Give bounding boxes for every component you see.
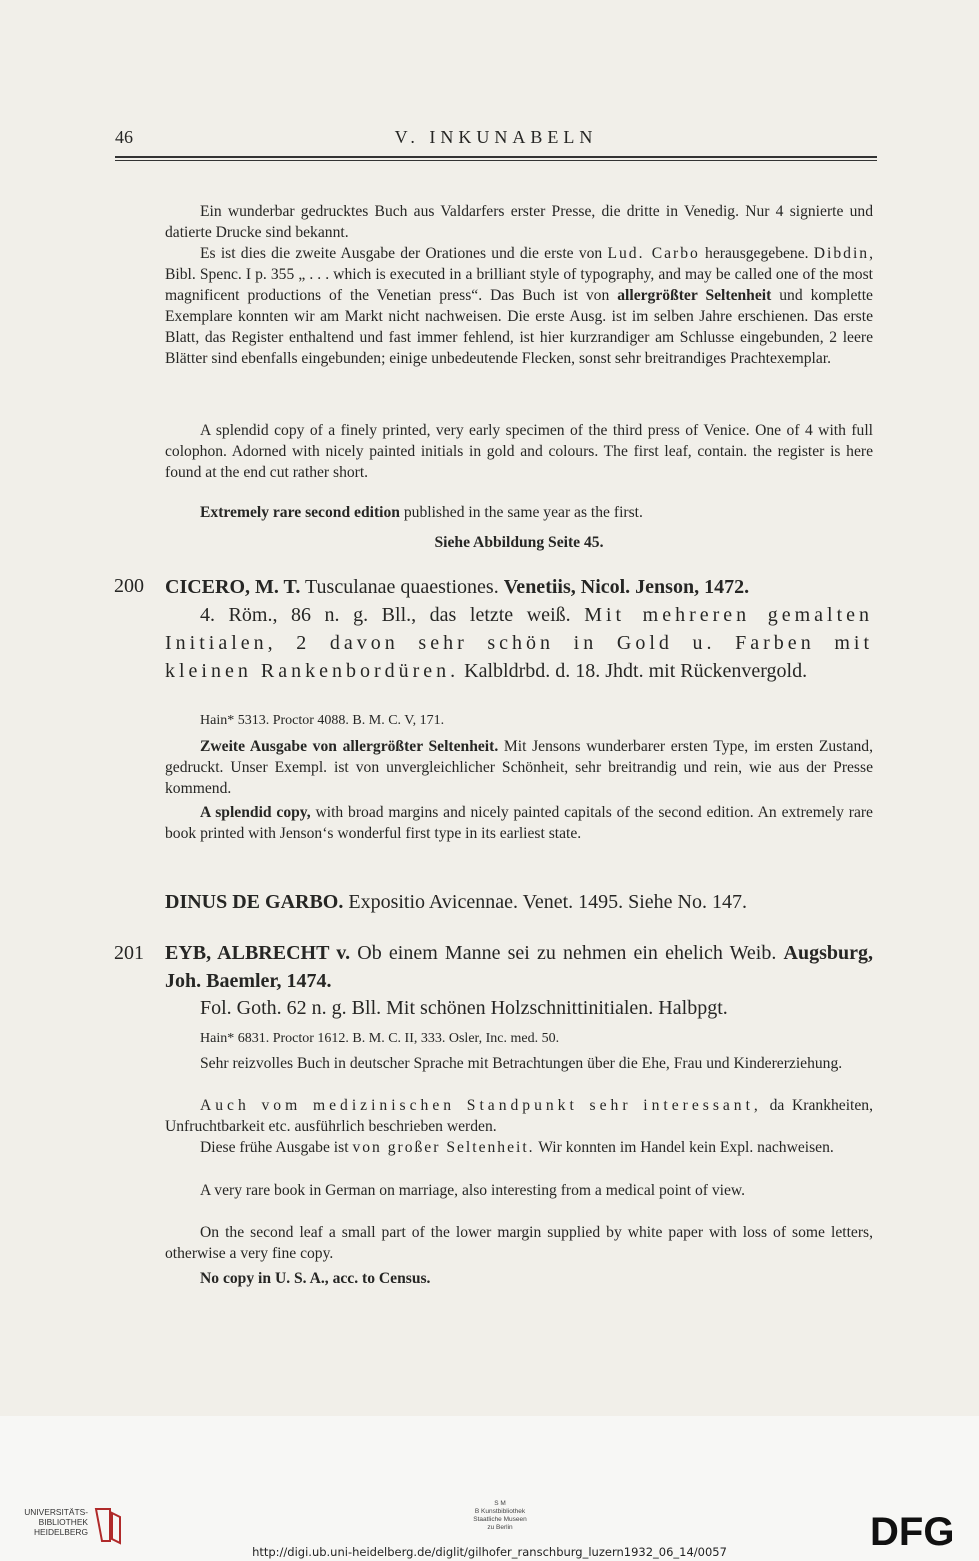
logo-text: Staatliche Museen xyxy=(473,1516,527,1523)
text: Wir konnten im Handel kein Expl. nachweisen. xyxy=(534,1139,834,1156)
text: Mit Jensons wunderbarer ersten Type, im ersten Zustand, gedruckt. Unser Exempl. ist von unvergleichlicher Schönheit, sehr breitrandig und rein, wie aus der Presse kommend. xyxy=(165,738,873,797)
spaced-name: Lud. Carbo xyxy=(607,245,700,262)
spaced-name: Dibdin xyxy=(813,245,870,262)
entry-200-description xyxy=(165,601,873,685)
entry-201-paragraph-3 xyxy=(165,1137,873,1158)
entry-number-200: 200 xyxy=(114,575,144,597)
entry-201-paragraph-5: On the second leaf a small part of the lower margin supplied by white paper with loss of some letters, otherwise a very fine copy. xyxy=(165,1224,873,1262)
entry-title: Tusculanae quaestiones. xyxy=(300,576,504,598)
bold-text: Extremely rare second edition xyxy=(200,504,400,521)
text: 4. Röm., 86 n. g. Bll., das letzte weiß. xyxy=(200,604,585,626)
logo-text: BIBLIOTHEK xyxy=(38,1517,88,1527)
text: herausgegebene. xyxy=(699,245,814,262)
text: with broad margins and nicely painted capitals of the second edition. An extremely rare book printed with Jenson‘s wonderful first type in its earliest state. xyxy=(165,804,873,842)
text: Expositio Avicennae. Venet. 1495. Siehe No. 147. xyxy=(343,891,748,913)
spaced-text: von großer Seltenheit. xyxy=(352,1139,535,1156)
intro-paragraph-1: Ein wunderbar gedrucktes Buch aus Valdarfers erster Presse, die dritte in Venedig. Nur 4 signierte und datierte Drucke sind bekannt. xyxy=(165,203,873,241)
entry-200-english-note xyxy=(165,802,873,844)
heidelberg-library-logo[interactable] xyxy=(14,1507,124,1545)
entry-number-201: 201 xyxy=(114,942,144,964)
entry-201-paragraph-4: A very rare book in German on marriage, also interesting from a medical point of view. xyxy=(200,1182,746,1199)
dinus-cross-reference xyxy=(165,888,873,916)
logo-text: HEIDELBERG xyxy=(34,1527,88,1537)
logo-text: B Kunstbibliothek xyxy=(474,1508,526,1515)
section-title: V. INKUNABELN xyxy=(394,127,598,147)
permalink-url[interactable]: http://digi.ub.uni-heidelberg.de/diglit/gilhofer_ranschburg_luzern1932_06_14/0057 xyxy=(252,1545,727,1559)
see-illustration xyxy=(165,532,873,553)
entry-201-heading xyxy=(165,939,873,995)
header-rule-thin xyxy=(115,160,877,161)
bold-text: allergrößter Seltenheit xyxy=(617,287,772,304)
logo-text: S M xyxy=(494,1500,506,1507)
spaced-text: Mit mehreren gemalten Initialen, 2 davon sehr schön in Gold u. Farben mit kleinen Rankenbordüren. xyxy=(165,604,874,682)
text: published in the same year as the first. xyxy=(399,504,643,521)
entry-author: EYB, ALBRECHT v. xyxy=(165,942,351,964)
text: Diese frühe Ausgabe ist xyxy=(200,1139,353,1156)
entry-200-references: Hain* 5313. Proctor 4088. B. M. C. V, 171. xyxy=(200,713,445,728)
entry-200-german-note xyxy=(165,736,873,799)
text: Kalbldrbd. d. 18. Jhdt. mit Rückenvergold. xyxy=(459,660,808,682)
entry-author: DINUS DE GARBO. xyxy=(165,891,344,913)
intro-paragraph-2 xyxy=(165,243,873,369)
entry-imprint: Venetiis, Nicol. Jenson, 1472. xyxy=(503,576,750,598)
entry-201-paragraph-2 xyxy=(165,1095,873,1137)
heidelberg-emblem-icon xyxy=(92,1507,124,1545)
entry-imprint: Augsburg, Joh. Baemler, 1474. xyxy=(165,942,873,992)
entry-201-paragraph-1: Sehr reizvolles Buch in deutscher Sprache mit Betrachtungen über die Ehe, Frau und Kindererziehung. xyxy=(200,1055,843,1072)
smb-kunstbibliothek-logo[interactable] xyxy=(440,1500,560,1532)
viewer-footer xyxy=(0,1416,979,1561)
dfg-logo[interactable]: DFG xyxy=(870,1510,955,1554)
logo-text: UNIVERSITÄTS- xyxy=(24,1507,88,1517)
intro-paragraph-4 xyxy=(165,502,873,523)
intro-paragraph-3: A splendid copy of a finely printed, very early specimen of the third press of Venice. One of 4 with full colophon. Adorned with nicely painted initials in gold and colours. The first leaf, contain. the register is here found at the end cut rather short. xyxy=(165,422,873,481)
text: Es ist dies die zweite Ausgabe der Orationes und die erste von xyxy=(200,245,608,262)
text: , Bibl. Spenc. I p. 355 „ . . . which is executed in a brilliant style of typography, and may be called one of the most magnificent productions of the Venetian press“. Das Buch ist von xyxy=(165,245,873,304)
page-number: 46 xyxy=(115,127,133,147)
running-header xyxy=(115,127,877,149)
bold-text: No copy in U. S. A., acc. to Census. xyxy=(200,1270,431,1287)
header-rule-thick xyxy=(115,156,877,158)
entry-200-heading xyxy=(165,573,873,601)
text: da Krankheiten, Unfruchtbarkeit etc. ausführlich beschrieben werden. xyxy=(165,1097,873,1135)
entry-title: Ob einem Manne sei zu nehmen ein ehelich Weib. xyxy=(350,942,784,964)
bold-text: Zweite Ausgabe von allergrößter Seltenheit. xyxy=(200,738,499,755)
entry-201-paragraph-6 xyxy=(165,1268,873,1289)
entry-author: CICERO, M. T. xyxy=(165,576,301,598)
logo-text: zu Berlin xyxy=(487,1524,513,1531)
bold-text: Siehe Abbildung Seite 45. xyxy=(434,534,604,551)
spaced-text: Auch vom medizinischen Standpunkt sehr interessant, xyxy=(200,1097,762,1114)
bold-text: A splendid copy, xyxy=(200,804,311,821)
text: und komplette Exemplare konnten wir am Markt nicht nachweisen. Die erste Ausg. ist im selben Jahre erschienen. Das erste Blatt, das Register enthaltend und fast immer fehlend, ist hier kurzrandiger am Schlusse eingebunden, 2 leere Blätter sind ebenfalls eingebunden; einige unbedeutende Flecken, sonst sehr breitrandiges Prachtexemplar. xyxy=(165,287,873,367)
entry-201-references: Hain* 6831. Proctor 1612. B. M. C. II, 333. Osler, Inc. med. 50. xyxy=(200,1031,560,1046)
entry-201-description: Fol. Goth. 62 n. g. Bll. Mit schönen Holzschnittinitialen. Halbpgt. xyxy=(200,997,728,1019)
